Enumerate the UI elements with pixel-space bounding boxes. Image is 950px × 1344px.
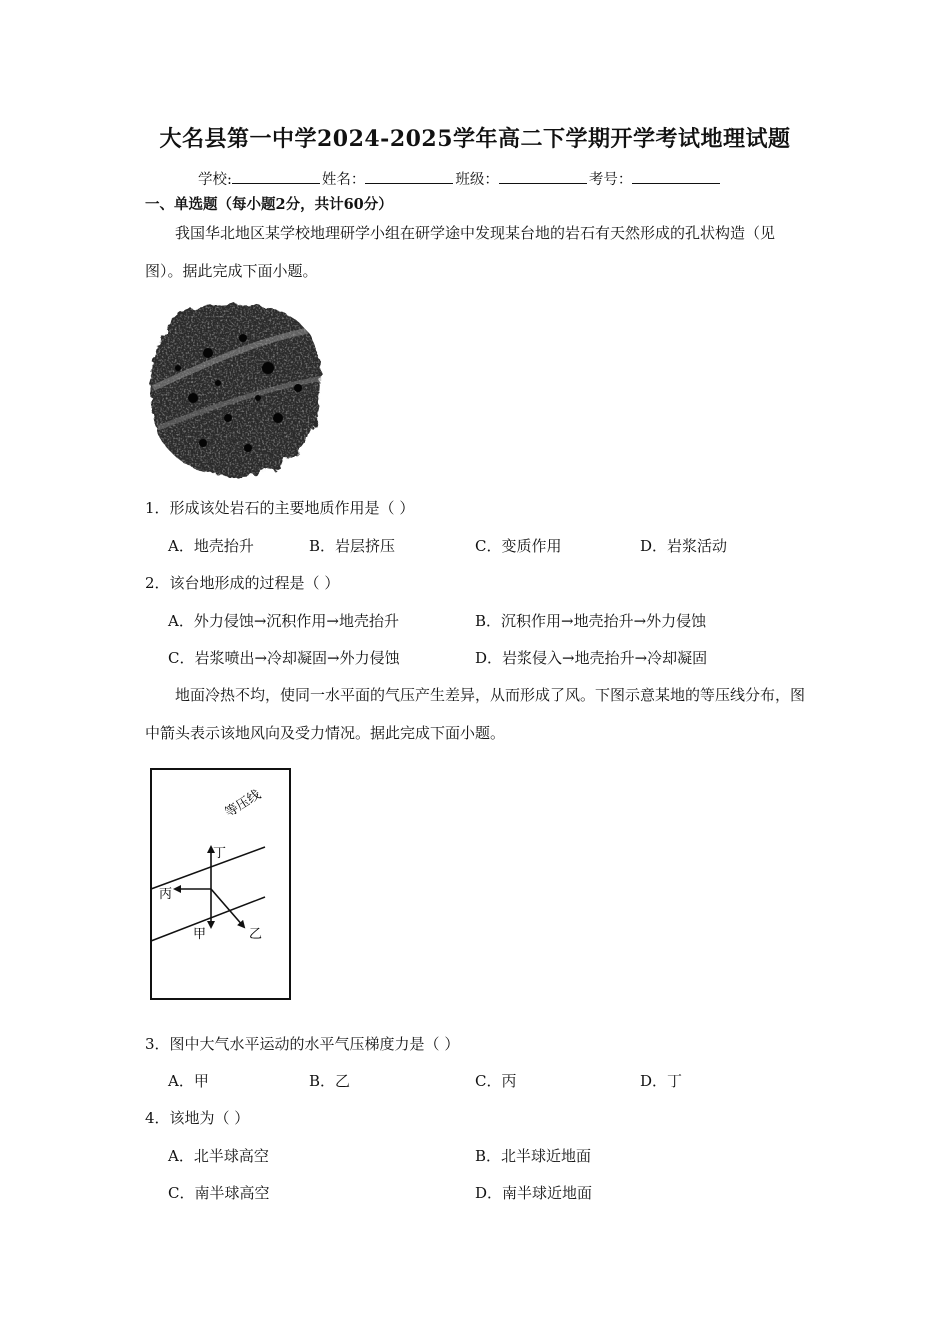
passage-1: 我国华北地区某学校地理研学小组在研学途中发现某台地的岩石有天然形成的孔状构造（见图）。据此完成下面小题。 (145, 224, 776, 280)
q2-option-c: C．岩浆喷出→冷却凝固→外力侵蚀 (168, 649, 400, 667)
q3-option-a: A．甲 (168, 1072, 209, 1090)
isobar-line-2 (151, 897, 265, 941)
diagram-frame (151, 769, 290, 999)
q2-option-b: B．沉积作用→地壳抬升→外力侵蚀 (475, 612, 707, 630)
number-label: 考号： (588, 172, 633, 188)
isobar-label: 等压线 (222, 787, 264, 821)
porous-rock-image (148, 298, 326, 480)
q4-option-b: B．北半球近地面 (475, 1147, 592, 1165)
q1-option-d: D．岩浆活动 (640, 537, 728, 555)
q2-option-d: D．岩浆侵入→地壳抬升→冷却凝固 (475, 649, 708, 667)
question-2-stem: 2．该台地形成的过程是（ ） (145, 574, 340, 592)
passage-2: 地面冷热不均，使同一水平面的气压产生差异，从而形成了风。下图示意某地的等压线分布，图中箭头表示该地风向及受力情况。据此完成下面小题。 (145, 686, 806, 742)
q4-option-c: C．南半球高空 (168, 1184, 270, 1202)
name-label: 姓名： (321, 172, 366, 188)
q4-option-d: D．南半球近地面 (475, 1184, 593, 1202)
question-1-stem: 1．形成该处岩石的主要地质作用是（ ） (145, 499, 415, 517)
q1-option-c: C．变质作用 (475, 537, 562, 555)
school-blank (232, 169, 320, 184)
q3-option-c: C．丙 (475, 1072, 517, 1090)
label-ding: 丁 (213, 846, 227, 861)
question-4-stem: 4．该地为（ ） (145, 1109, 250, 1127)
page-title: 大名县第一中学2024-2025学年高二下学期开学考试地理试题 (159, 126, 791, 152)
class-label: 班级： (455, 172, 499, 188)
q1-option-a: A．地壳抬升 (168, 537, 254, 555)
class-blank (499, 169, 587, 184)
q2-option-a: A．外力侵蚀→沉积作用→地壳抬升 (168, 612, 399, 630)
arrow-yi (211, 889, 244, 927)
question-3-stem: 3．图中大气水平运动的水平气压梯度力是（ ） (145, 1035, 460, 1053)
name-blank (365, 169, 453, 184)
label-jia: 甲 (193, 927, 207, 942)
q1-option-b: B．岩层挤压 (309, 537, 396, 555)
q3-option-d: D．丁 (640, 1072, 683, 1090)
q3-option-b: B．乙 (309, 1072, 351, 1090)
isobar-diagram (145, 765, 295, 1003)
student-info-line (198, 168, 722, 189)
label-yi: 乙 (249, 927, 263, 942)
q4-option-a: A．北半球高空 (168, 1147, 269, 1165)
isobar-line-1 (151, 847, 265, 889)
label-bing: 丙 (159, 887, 173, 902)
number-blank (632, 169, 720, 184)
section-heading: 一、单选题（每小题2分，共计60分） (145, 196, 393, 213)
school-label: 学校: (198, 172, 232, 188)
